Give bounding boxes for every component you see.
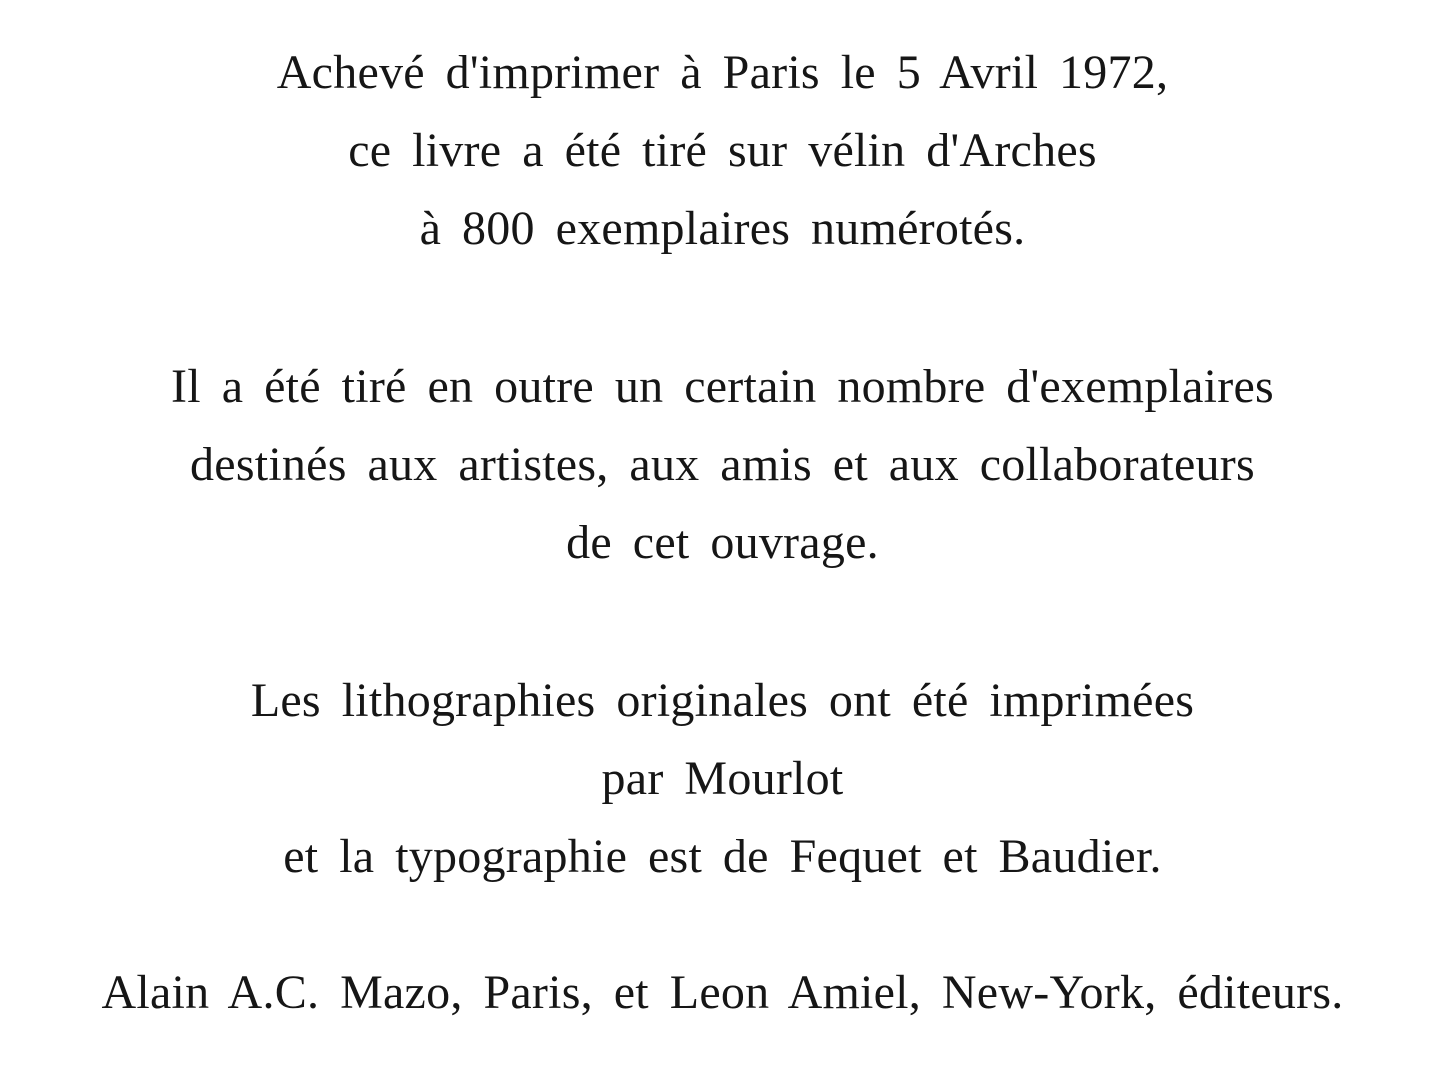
colophon-paragraph-printing xyxy=(0,34,1445,268)
colophon-paragraph-lithographs xyxy=(0,662,1445,896)
colophon-line: Il a été tiré en outre un certain nombre d'exemplaires xyxy=(171,360,1274,413)
colophon-paragraph-publishers xyxy=(0,954,1445,1032)
colophon-line: de cet ouvrage. xyxy=(566,516,879,569)
colophon-line: Alain A.C. Mazo, Paris, et Leon Amiel, New-York, éditeurs. xyxy=(101,966,1344,1019)
colophon-paragraph-special-copies xyxy=(0,348,1445,582)
colophon-line: destinés aux artistes, aux amis et aux collaborateurs xyxy=(190,438,1255,491)
colophon-line: et la typographie est de Fequet et Baudier. xyxy=(283,830,1162,883)
colophon-line: par Mourlot xyxy=(601,752,844,805)
colophon-line: ce livre a été tiré sur vélin d'Arches xyxy=(348,124,1097,177)
colophon-line: Les lithographies originales ont été imprimées xyxy=(250,674,1195,727)
colophon-line: à 800 exemplaires numérotés. xyxy=(419,202,1026,255)
colophon-line: Achevé d'imprimer à Paris le 5 Avril 1972, xyxy=(276,46,1169,99)
